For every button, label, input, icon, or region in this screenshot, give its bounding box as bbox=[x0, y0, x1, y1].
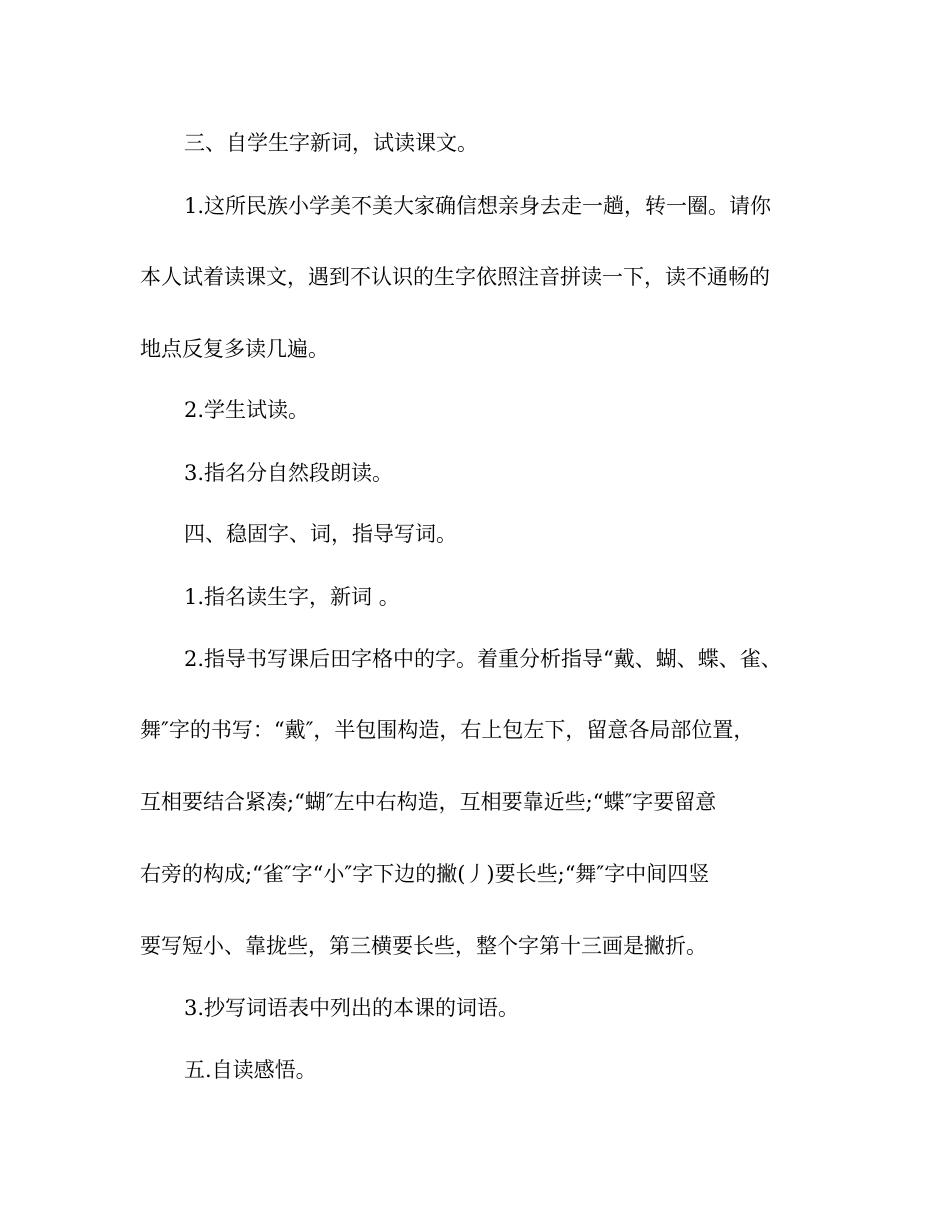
paragraph-line: 互相要结合紧凑;“蝴″左中右构造，互相要靠近些;“蝶″字要留意 bbox=[140, 790, 717, 814]
paragraph-line: 3.抄写词语表中列出的本课的词语。 bbox=[184, 996, 520, 1020]
paragraph-line: 1.这所民族小学美不美大家确信想亲身去走一趟，转一圈。请你 bbox=[184, 194, 772, 218]
paragraph-line: 3.指名分自然段朗读。 bbox=[184, 461, 394, 485]
paragraph-line: 2.学生试读。 bbox=[184, 398, 310, 422]
section-heading-five: 五.自读感悟。 bbox=[184, 1058, 317, 1082]
paragraph-line: 本人试着读课文，遇到不认识的生字依照注音拼读一下，读不通畅的 bbox=[140, 265, 770, 289]
section-heading-three: 三、自学生字新词，试读课文。 bbox=[184, 131, 478, 155]
section-heading-four: 四、稳固字、词，指导写词。 bbox=[184, 522, 457, 546]
paragraph-line: 舞″字的书写：“戴″，半包围构造，右上包左下，留意各局部位置， bbox=[140, 718, 755, 742]
paragraph-line: 1.指名读生字，新词 。 bbox=[184, 585, 400, 609]
paragraph-line: 地点反复多读几遍。 bbox=[140, 337, 329, 361]
paragraph-line: 2.指导书写课后田字格中的字。着重分析指导“戴、蝴、蝶、雀、 bbox=[184, 647, 782, 671]
paragraph-line: 右旁的构成;“雀″字“小″字下边的撇(丿)要长些;“舞″字中间四竖 bbox=[140, 862, 710, 886]
paragraph-line: 要写短小、靠拢些，第三横要长些，整个字第十三画是撇折。 bbox=[140, 934, 707, 958]
